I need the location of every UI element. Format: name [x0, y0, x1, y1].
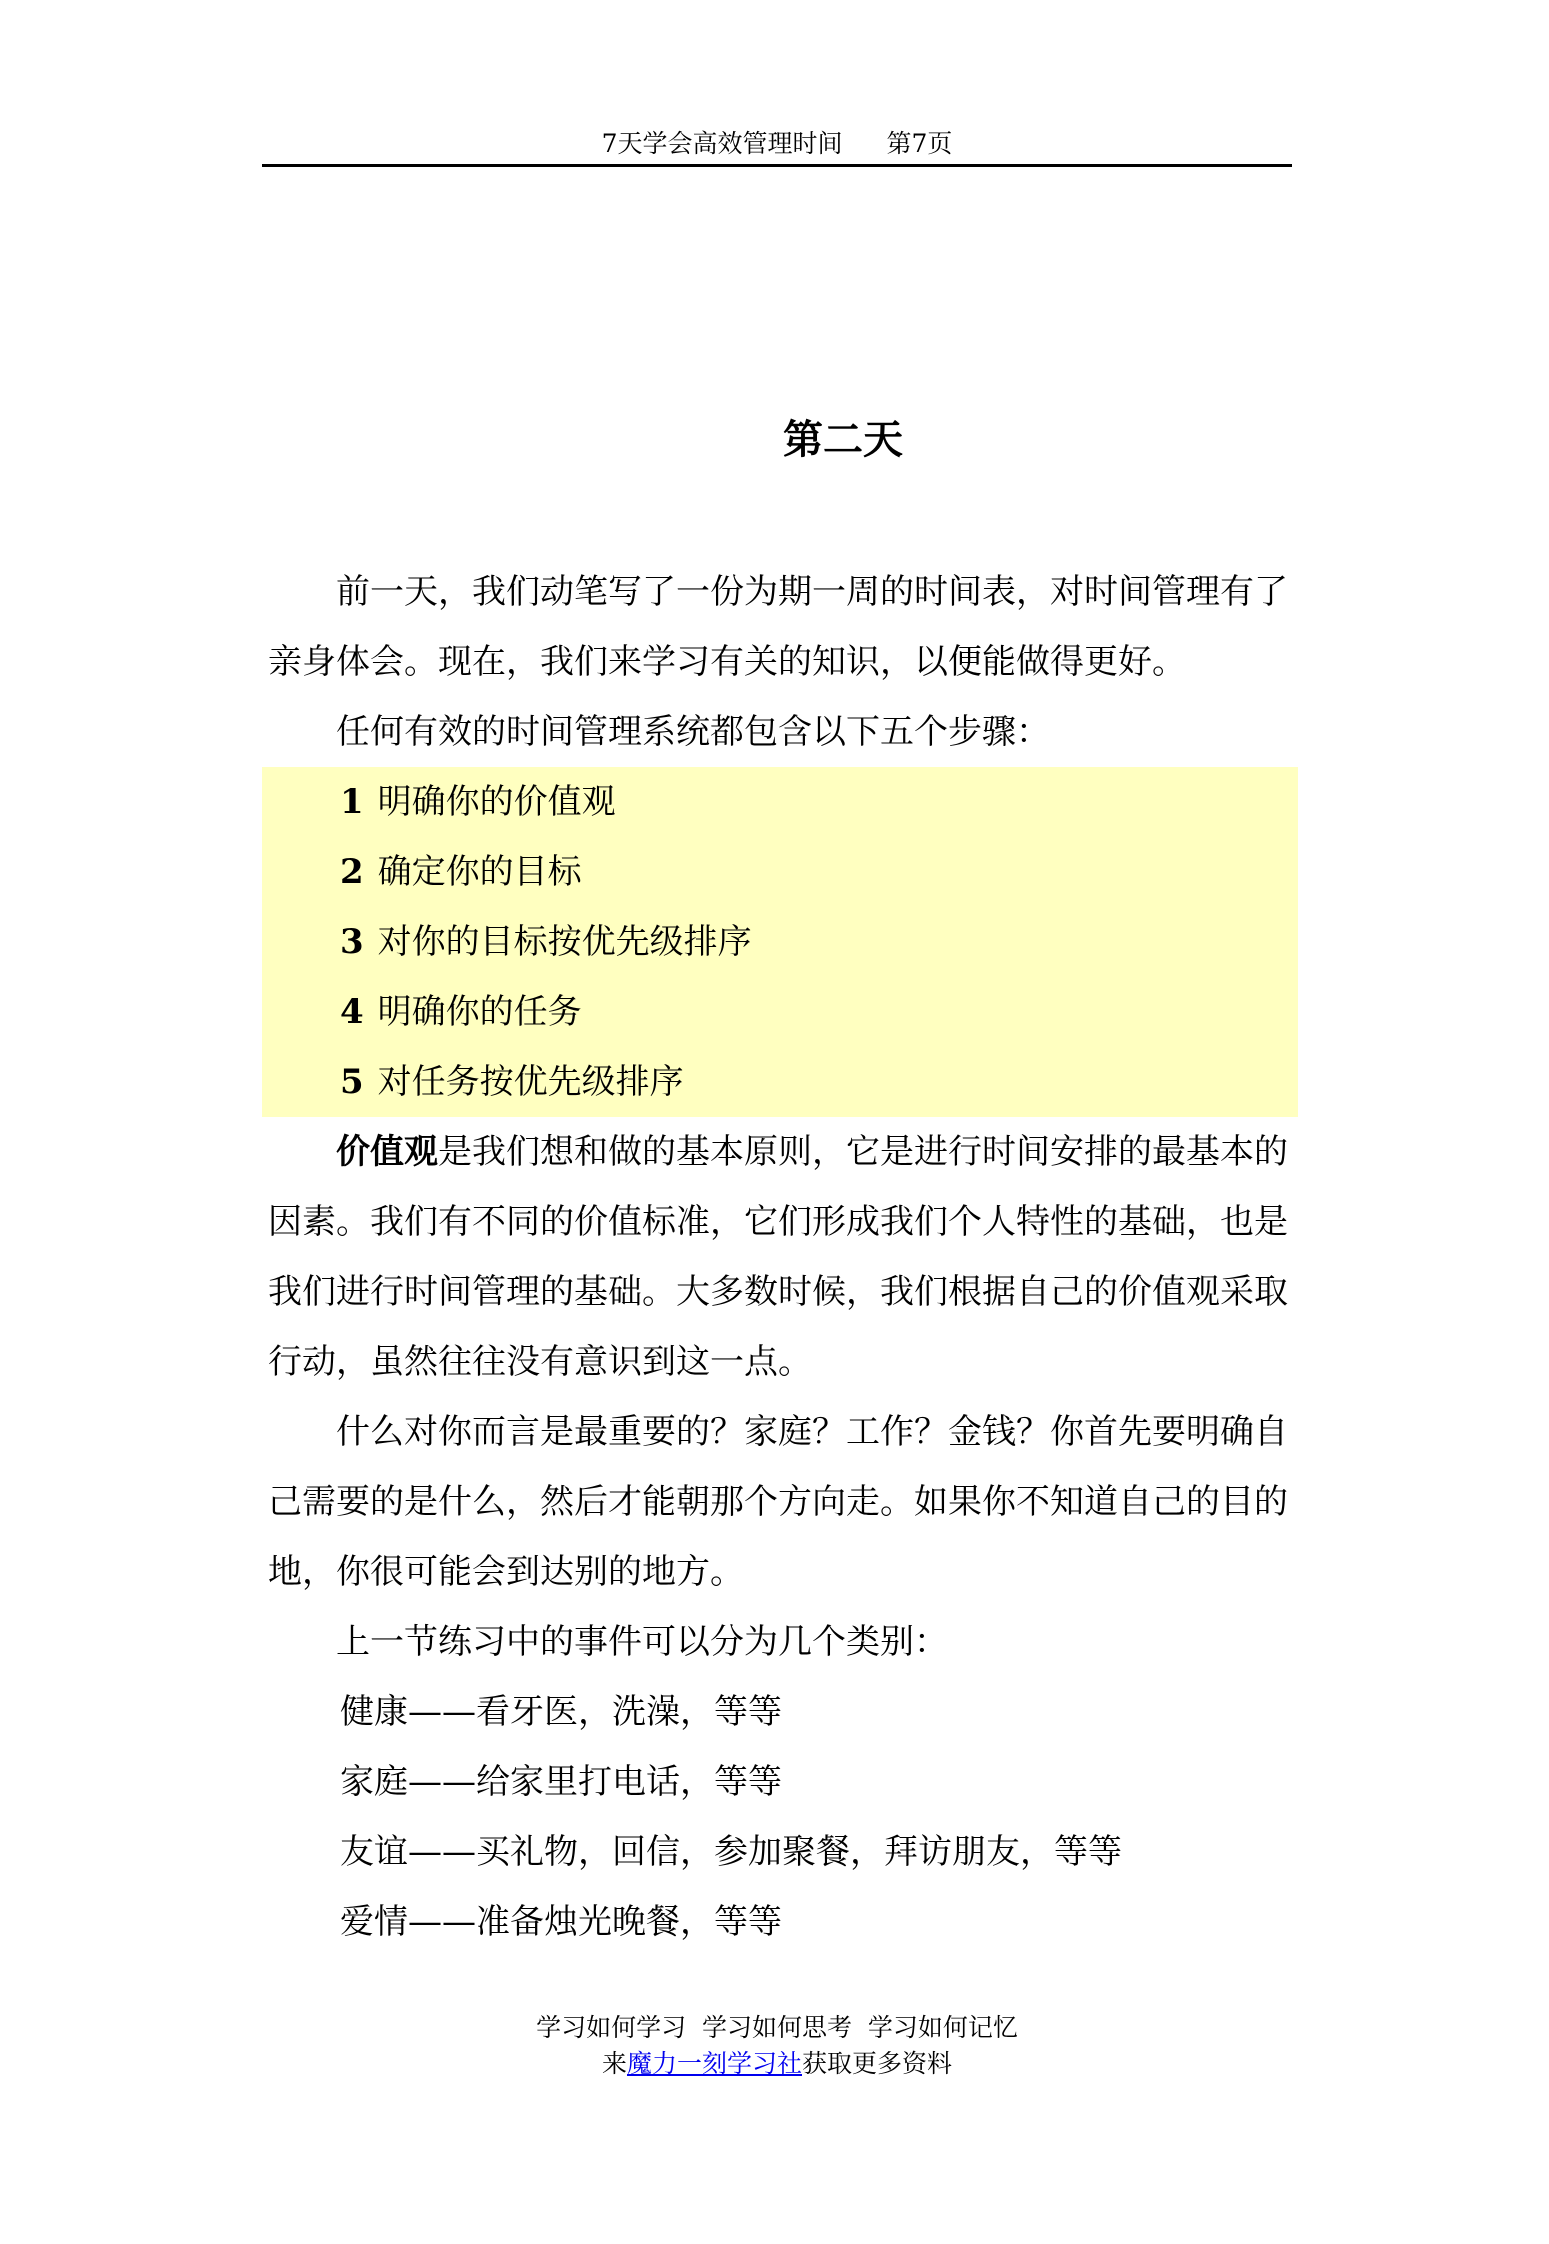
values-term: 价值观	[336, 1132, 438, 1172]
step-number: 5	[340, 1062, 364, 1102]
page-header	[262, 124, 1292, 164]
step-item	[268, 977, 1298, 1047]
footer-suffix: 获取更多资料	[802, 2049, 953, 2078]
steps-highlight-box	[262, 767, 1298, 1117]
category-item: 家庭——给家里打电话，等等	[340, 1762, 782, 1802]
step-text: 明确你的任务	[377, 992, 582, 1032]
step-text: 对你的目标按优先级排序	[377, 922, 752, 962]
page-number: 第7页	[886, 129, 953, 158]
category-item: 健康——看牙医，洗澡，等等	[340, 1692, 782, 1732]
chapter-title: 第二天	[783, 417, 903, 463]
step-number: 1	[340, 782, 364, 822]
step-text: 明确你的价值观	[377, 782, 616, 822]
step-item	[268, 767, 1298, 837]
header-divider	[262, 164, 1292, 167]
paragraph-question: 什么对你而言是最重要的？家庭？工作？金钱？你首先要明确自己需要的是什么，然后才能朝那个方向走。如果你不知道自己的目的地，你很可能会到达别的地方。	[268, 1412, 1288, 1592]
document-title: 7天学会高效管理时间	[601, 129, 843, 158]
step-text: 对任务按优先级排序	[377, 1062, 684, 1102]
paragraph-categories-intro: 上一节练习中的事件可以分为几个类别：	[336, 1622, 948, 1662]
category-item: 友谊——买礼物，回信，参加聚餐，拜访朋友，等等	[340, 1832, 1122, 1872]
footer-tagline: 学习如何学习 学习如何思考 学习如何记忆	[536, 2013, 1018, 2042]
step-number: 2	[340, 852, 364, 892]
values-text: 是我们想和做的基本原则，它是进行时间安排的最基本的因素。我们有不同的价值标准，它们形成我们个人特性的基础，也是我们进行时间管理的基础。大多数时候，我们根据自己的价值观采取行动，虽然往往没有意识到这一点。	[268, 1132, 1288, 1382]
body-text	[268, 557, 1292, 1957]
page-footer	[262, 2010, 1292, 2082]
paragraph-steps-intro: 任何有效的时间管理系统都包含以下五个步骤：	[336, 712, 1050, 752]
step-item	[268, 907, 1298, 977]
step-text: 确定你的目标	[377, 852, 582, 892]
step-item	[268, 837, 1298, 907]
footer-resource-line	[262, 2046, 1292, 2082]
footer-prefix: 来	[601, 2049, 627, 2078]
paragraph-values	[268, 1117, 1292, 1397]
category-item: 爱情——准备烛光晚餐，等等	[340, 1902, 782, 1942]
study-club-link[interactable]: 魔力一刻学习社	[626, 2049, 802, 2078]
paragraph-intro: 前一天，我们动笔写了一份为期一周的时间表，对时间管理有了亲身体会。现在，我们来学习有关的知识，以便能做得更好。	[268, 572, 1288, 682]
step-item	[268, 1047, 1298, 1117]
step-number: 3	[340, 922, 364, 962]
step-number: 4	[340, 992, 364, 1032]
